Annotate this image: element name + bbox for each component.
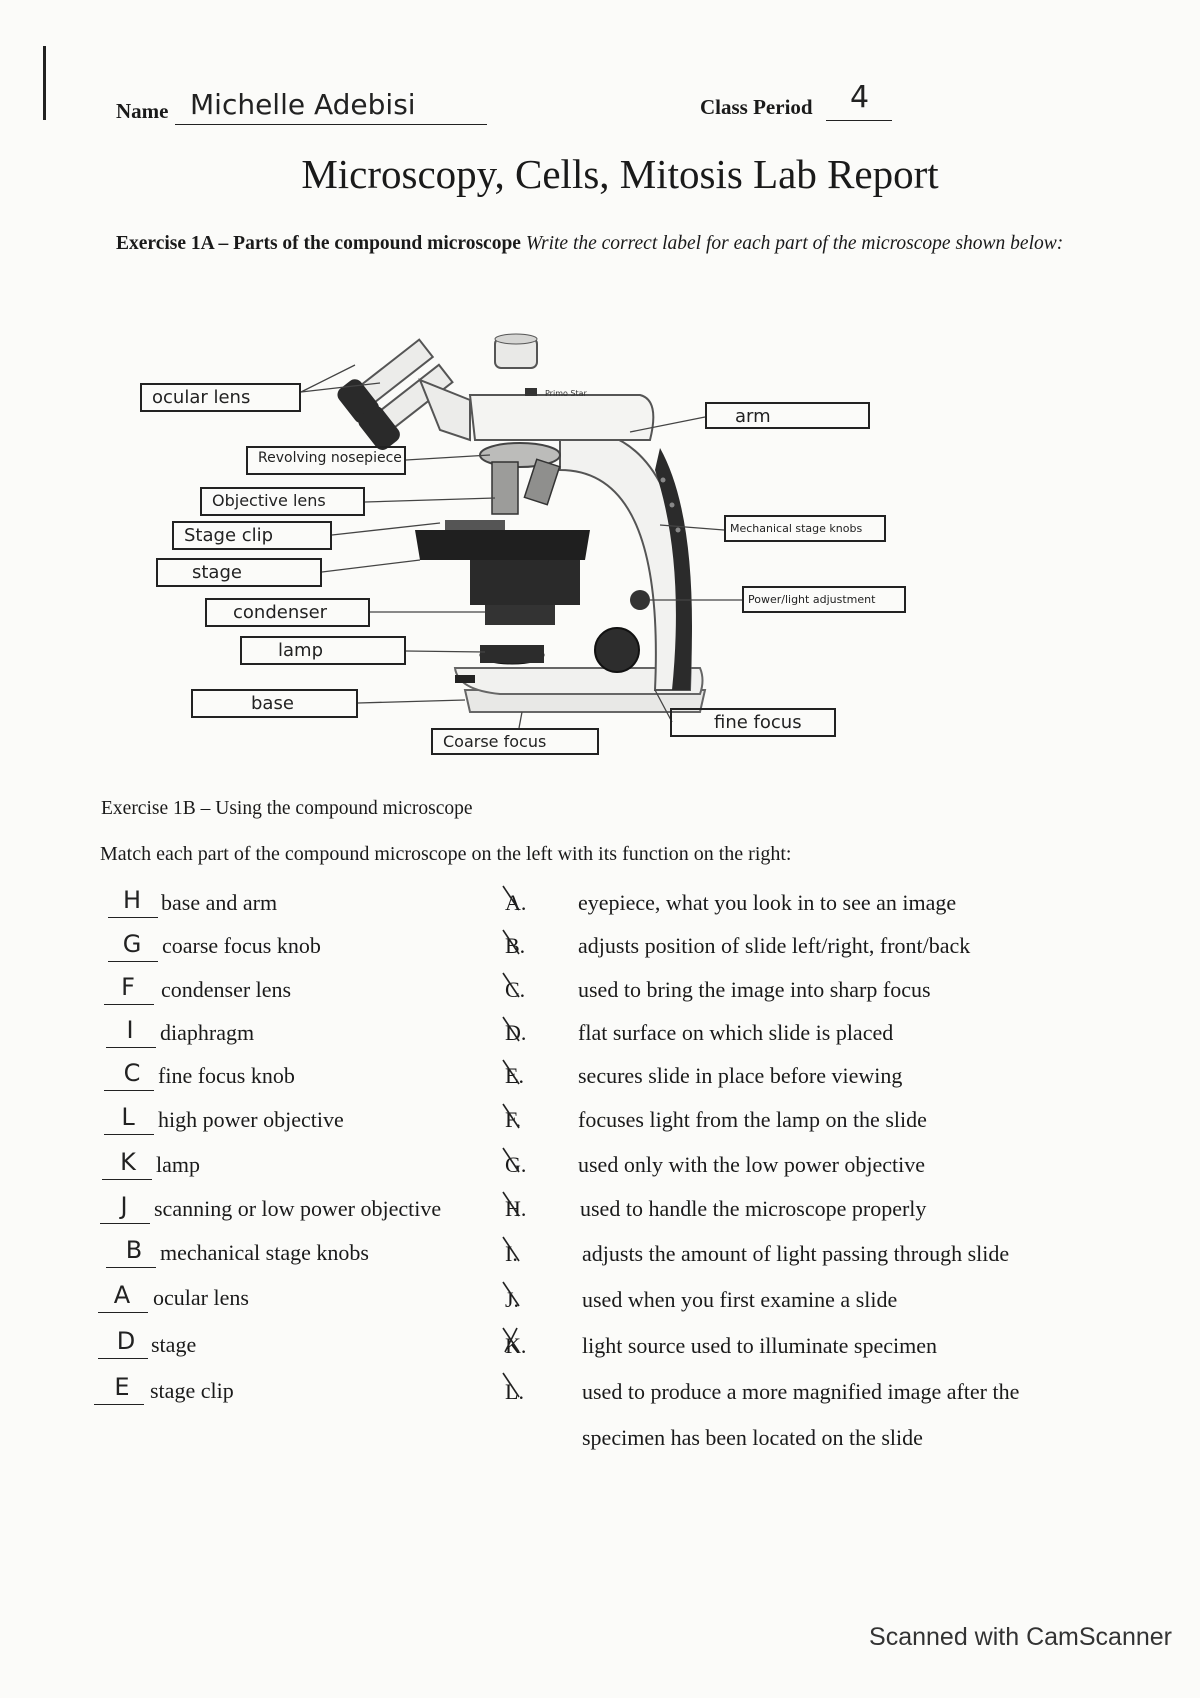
answer-line <box>108 917 158 918</box>
answer-line <box>104 1004 154 1005</box>
function-letter: H. <box>505 1196 527 1221</box>
answer-field[interactable]: J <box>120 1192 128 1220</box>
label-condenser: condenser <box>233 602 328 623</box>
label-box-revolving-nosepiece[interactable] <box>246 446 406 475</box>
label-box-arm[interactable] <box>705 402 870 429</box>
answer-line <box>98 1358 148 1359</box>
answer-line <box>100 1223 150 1224</box>
function-text: used when you first examine a slide <box>582 1287 898 1312</box>
function-letter: D. <box>505 1020 527 1045</box>
answer-field[interactable]: F <box>121 973 135 1001</box>
function-text: used to produce a more magnified image after the <box>582 1379 1020 1404</box>
part-label: diaphragm <box>160 1020 255 1045</box>
label-stage: stage <box>192 562 242 583</box>
answer-line <box>104 1090 154 1091</box>
label-box-fine-focus[interactable] <box>670 708 836 737</box>
function-text: secures slide in place before viewing <box>578 1063 903 1088</box>
name-field[interactable]: Michelle Adebisi <box>190 88 416 121</box>
answer-field[interactable]: G <box>122 930 142 958</box>
function-letter: K. <box>505 1333 527 1358</box>
answer-line <box>102 1179 152 1180</box>
function-text: used to handle the microscope properly <box>580 1196 927 1221</box>
label-base: base <box>251 693 294 714</box>
answer-field[interactable]: I <box>126 1016 134 1044</box>
exercise-1b-instruction: Match each part of the compound microscope on the left with its function on the right: <box>100 843 792 865</box>
label-fine-focus: fine focus <box>714 712 802 733</box>
brand-text: Primo Star <box>545 389 587 398</box>
part-label: stage clip <box>150 1378 234 1403</box>
label-coarse-focus: Coarse focus <box>443 732 547 751</box>
answer-field[interactable]: C <box>123 1059 141 1087</box>
class-period-field[interactable]: 4 <box>850 80 870 115</box>
answer-line <box>106 1267 156 1268</box>
label-mechanical-stage-knobs: Mechanical stage knobs <box>730 522 863 535</box>
label-arm: arm <box>735 406 771 427</box>
label-box-ocular-lens[interactable] <box>140 383 301 412</box>
function-text-continued: specimen has been located on the slide <box>582 1425 923 1450</box>
answer-field[interactable]: B <box>125 1236 143 1264</box>
function-text: used to bring the image into sharp focus <box>578 977 931 1002</box>
part-label: fine focus knob <box>158 1063 295 1088</box>
label-box-objective-lens[interactable] <box>200 487 365 516</box>
label-lamp: lamp <box>278 640 323 661</box>
label-power-light-adjustment: Power/light adjustment <box>748 593 876 606</box>
answer-field[interactable]: E <box>114 1373 130 1401</box>
function-text: adjusts the amount of light passing through slide <box>582 1241 1010 1266</box>
label-box-coarse-focus[interactable] <box>431 728 599 755</box>
answer-line <box>98 1312 148 1313</box>
part-label: mechanical stage knobs <box>160 1240 369 1265</box>
answer-line <box>108 961 158 962</box>
exercise-1a-heading: Exercise 1A – Parts of the compound microscope <box>116 233 521 254</box>
answer-line <box>106 1047 156 1048</box>
answer-field[interactable]: K <box>120 1148 136 1176</box>
answer-field[interactable]: D <box>116 1327 136 1355</box>
function-text: used only with the low power objective <box>578 1152 926 1177</box>
function-text: adjusts position of slide left/right, front/back <box>578 933 971 958</box>
part-label: coarse focus knob <box>162 933 321 958</box>
function-text: light source used to illuminate specimen <box>582 1333 937 1358</box>
label-box-base[interactable] <box>191 689 358 718</box>
function-letter: I. <box>505 1241 518 1266</box>
function-letter: E. <box>505 1063 524 1088</box>
function-letter: L. <box>505 1379 524 1404</box>
answer-field[interactable]: L <box>121 1103 135 1131</box>
part-label: stage <box>151 1332 197 1357</box>
label-box-mechanical-stage-knobs[interactable] <box>724 515 886 542</box>
answer-line <box>104 1134 154 1135</box>
function-text: eyepiece, what you look in to see an image <box>578 890 957 915</box>
label-ocular-lens: ocular lens <box>152 387 251 408</box>
function-letter: F. <box>505 1107 521 1132</box>
answer-field[interactable]: A <box>113 1281 131 1309</box>
part-label: scanning or low power objective <box>154 1196 442 1221</box>
function-letter: B. <box>505 933 526 958</box>
label-stage-clip: Stage clip <box>184 525 274 546</box>
label-box-lamp[interactable] <box>240 636 406 665</box>
function-text: focuses light from the lamp on the slide <box>578 1107 927 1132</box>
page-title: Microscopy, Cells, Mitosis Lab Report <box>301 151 939 197</box>
part-label: lamp <box>156 1152 200 1177</box>
label-revolving-nosepiece: Revolving nosepiece <box>258 450 402 466</box>
name-label: Name <box>116 99 169 123</box>
part-label: high power objective <box>158 1107 344 1132</box>
answer-line <box>94 1404 144 1405</box>
letter-strike-marks <box>495 880 535 1420</box>
part-label: base and arm <box>161 890 278 915</box>
exercise-1b-heading: Exercise 1B – Using the compound microscope <box>101 798 473 819</box>
class-period-label: Class Period <box>700 95 813 119</box>
function-letter: G. <box>505 1152 527 1177</box>
label-box-power-light-adjustment[interactable] <box>742 586 906 613</box>
part-label: condenser lens <box>161 977 292 1002</box>
function-letter: A. <box>505 890 527 915</box>
part-label: ocular lens <box>153 1285 249 1310</box>
exercise-1a-instruction: Write the correct label for each part of the microscope shown below: <box>525 233 1064 254</box>
scanner-watermark: Scanned with CamScanner <box>869 1623 1172 1651</box>
label-box-stage[interactable] <box>156 558 322 587</box>
function-letter: J. <box>505 1287 520 1312</box>
function-text: flat surface on which slide is placed <box>578 1020 894 1045</box>
answer-field[interactable]: H <box>122 886 142 914</box>
function-letter: C. <box>505 977 526 1002</box>
brand-logo-icon <box>525 388 537 396</box>
label-box-stage-clip[interactable] <box>172 521 332 550</box>
label-objective-lens: Objective lens <box>212 491 326 510</box>
label-box-condenser[interactable] <box>205 598 370 627</box>
